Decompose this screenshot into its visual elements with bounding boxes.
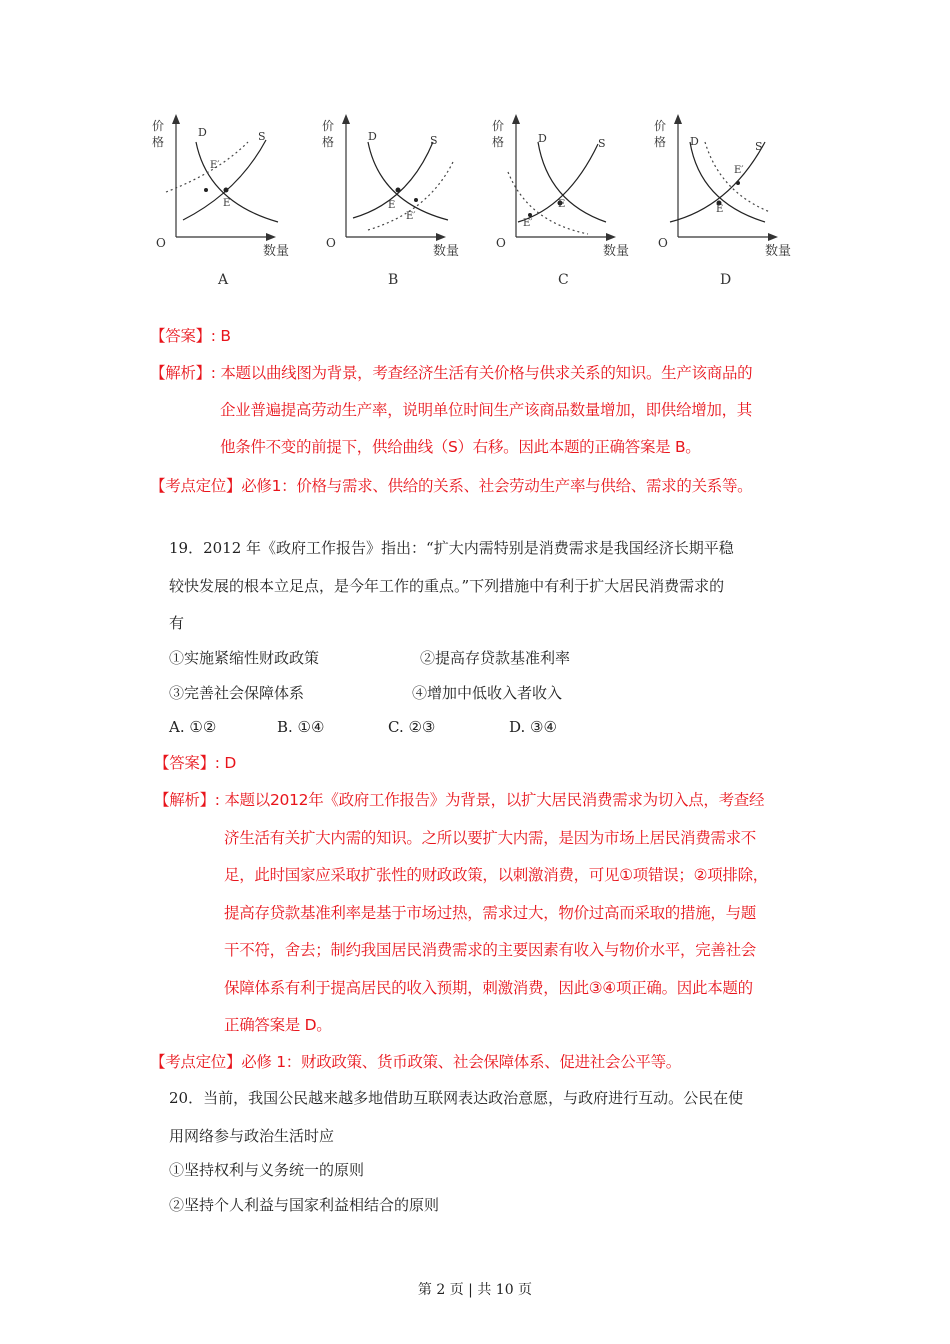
q19-stem-line: 较快发展的根本立足点，是今年工作的重点。”下列措施中有利于扩大居民消费需求的	[169, 577, 725, 595]
panel-label: B	[388, 272, 399, 288]
q19-analysis-line: 济生活有关扩大内需的知识。之所以要扩大内需，是因为市场上居民消费需求不	[224, 829, 757, 847]
q19-option-b: B. ①④	[277, 718, 325, 736]
y-axis-label: 价	[322, 119, 335, 133]
q19-analysis-line: 干不符，舍去；制约我国居民消费需求的主要因素有收入与物价水平，完善社会	[224, 941, 757, 959]
new-equilibrium-label: E′	[210, 160, 220, 171]
q19-kaodian: 【考点定位】必修 1：财政政策、货币政策、社会保障体系、促进社会公平等。	[150, 1053, 681, 1071]
supply-label: S	[430, 134, 438, 147]
equilibrium-label: E	[388, 200, 396, 211]
q19-item: ④增加中低收入者收入	[412, 684, 563, 702]
panel-label: A	[218, 272, 229, 288]
equilibrium-label: E	[223, 198, 231, 209]
supply-demand-chart-c	[488, 112, 658, 297]
q19-stem-line: 19．2012 年《政府工作报告》指出：“扩大内需特别是消费需求是我国经济长期平稳	[169, 539, 734, 557]
x-axis-label: 数量	[765, 244, 792, 259]
q19-answer: 【答案】: D	[154, 754, 236, 772]
supply-demand-chart-a	[148, 112, 318, 297]
supply-demand-chart-b	[318, 112, 488, 297]
q20-stem-line: 用网络参与政治生活时应	[169, 1127, 335, 1145]
supply-label: S	[755, 140, 763, 153]
supply-label: S	[598, 137, 606, 150]
x-axis-label: 数量	[603, 244, 630, 259]
q20-item: ②坚持个人利益与国家利益相结合的原则	[169, 1196, 440, 1214]
equilibrium-label: E	[716, 204, 724, 215]
equilibrium-label: E	[558, 199, 566, 210]
new-equilibrium-label: E′	[406, 211, 416, 222]
x-axis-label: 数量	[263, 244, 290, 259]
supply-label: S	[258, 130, 266, 143]
q20-item: ①坚持权利与义务统一的原则	[169, 1161, 365, 1179]
q19-analysis-line: 【解析】: 本题以2012年《政府工作报告》为背景，以扩大居民消费需求为切入点，考查经	[154, 791, 765, 809]
origin-label: O	[658, 236, 668, 250]
q19-option-c: C. ②③	[388, 718, 436, 736]
supply-demand-chart-d	[650, 112, 820, 297]
new-equilibrium-label: E′	[523, 218, 533, 229]
q18-analysis-line: 企业普遍提高劳动生产率，说明单位时间生产该商品数量增加，即供给增加，其	[220, 401, 753, 419]
q19-stem-line: 有	[169, 614, 185, 632]
demand-label: D	[368, 130, 377, 143]
origin-label: O	[326, 236, 336, 250]
q19-analysis-line: 保障体系有利于提高居民的收入预期，刺激消费，因此③④项正确。因此本题的	[224, 979, 753, 997]
x-axis-label: 数量	[433, 244, 460, 259]
q19-item: ①实施紧缩性财政政策	[169, 649, 320, 667]
y-axis-label: 格	[492, 135, 505, 149]
q18-analysis-line: 【解析】: 本题以曲线图为背景，考查经济生活有关价格与供求关系的知识。生产该商品的	[150, 364, 753, 382]
q19-option-a: A. ①②	[169, 718, 217, 736]
y-axis-label: 格	[322, 135, 335, 149]
y-axis-label: 格	[654, 135, 667, 149]
origin-label: O	[156, 236, 166, 250]
y-axis-label: 价	[492, 119, 505, 133]
demand-label: D	[538, 132, 547, 145]
q18-answer: 【答案】: B	[150, 327, 231, 345]
q19-item: ③完善社会保障体系	[169, 684, 305, 702]
q19-option-d: D. ③④	[509, 718, 557, 736]
origin-label: O	[496, 236, 506, 250]
demand-label: D	[198, 126, 207, 139]
q18-analysis-line: 他条件不变的前提下，供给曲线（S）右移。因此本题的正确答案是 B。	[220, 438, 701, 456]
new-equilibrium-label: E′	[734, 165, 744, 176]
panel-label: C	[558, 272, 569, 288]
q19-analysis-line: 正确答案是 D。	[224, 1016, 332, 1034]
page-footer: 第 2 页 | 共 10 页	[417, 1282, 533, 1298]
q20-stem-line: 20．当前，我国公民越来越多地借助互联网表达政治意愿，与政府进行互动。公民在使	[169, 1089, 744, 1107]
q19-analysis-line: 提高存贷款基准利率是基于市场过热，需求过大，物价过高而采取的措施，与题	[224, 904, 757, 922]
q18-kaodian: 【考点定位】必修1：价格与需求、供给的关系、社会劳动生产率与供给、需求的关系等。	[150, 477, 753, 495]
y-axis-label: 价	[152, 119, 165, 133]
demand-label: D	[690, 135, 699, 148]
y-axis-label: 格	[152, 135, 165, 149]
panel-label: D	[720, 272, 732, 288]
q19-analysis-line: 足，此时国家应采取扩张性的财政政策，以刺激消费，可见①项错误；②项排除，	[224, 866, 768, 884]
q19-item: ②提高存贷款基准利率	[420, 649, 571, 667]
y-axis-label: 价	[654, 119, 667, 133]
